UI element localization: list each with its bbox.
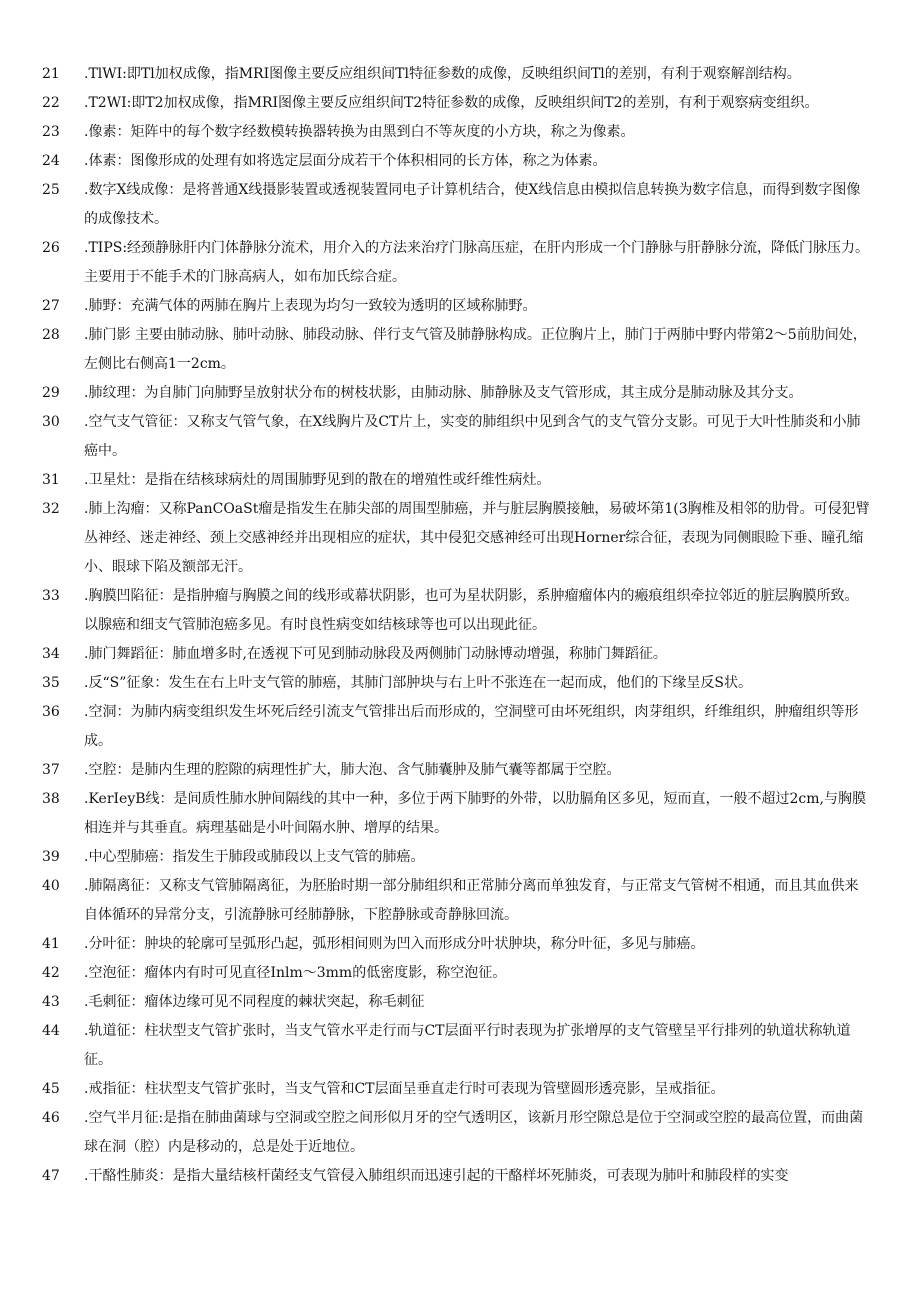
entry-text: .戒指征：柱状型支气管扩张时，当支气管和CT层面呈垂直走行时可表现为管壁圆形透亮影，呈戒指征。 [84, 1081, 725, 1097]
entry-text: .数字X线成像：是将普通X线摄影装置或透视装置同电子计算机结合，使X线信息由模拟信息转换为数字信息，而得到数字图像的成像技术。 [84, 182, 861, 227]
term-entry [42, 60, 872, 89]
entry-number: 24 [42, 153, 60, 169]
term-entry [42, 234, 872, 292]
entry-text: .肺隔离征：又称支气管肺隔离征，为胚胎时期一部分肺组织和正常肺分离而单独发育，与正常支气管树不相通，而且其血供来自体循环的异常分支，引流静脉可经肺静脉，下腔静脉或奇静脉回流。 [84, 878, 859, 923]
entry-text: .中心型肺癌：指发生于肺段或肺段以上支气管的肺癌。 [84, 849, 425, 865]
entry-text: .KerIeyB线：是间质性肺水肿间隔线的其中一种，多位于两下肺野的外带，以肋膈角区多见，短而直，一般不超过2cm,与胸膜相连并与其垂直。病理基础是小叶间隔水肿、增厚的结果。 [84, 791, 866, 836]
entry-text: .干酪性肺炎：是指大量结核杆菌经支气管侵入肺组织而迅速引起的干酪样坏死肺炎，可表现为肺叶和肺段样的实变 [84, 1168, 789, 1184]
term-entry [42, 843, 872, 872]
term-entry [42, 321, 872, 379]
term-entry [42, 930, 872, 959]
entry-text: .空气半月征:是指在肺曲菌球与空洞或空腔之间形似月牙的空气透明区，该新月形空隙总是位于空洞或空腔的最高位置，而曲菌球在洞（腔）内是移动的，总是处于近地位。 [84, 1110, 864, 1155]
entry-number: 33 [42, 588, 60, 604]
entry-number: 37 [42, 762, 60, 778]
entry-number: 31 [42, 472, 60, 488]
entry-text: .像素：矩阵中的每个数字经数模转换器转换为由黑到白不等灰度的小方块，称之为像素。 [84, 124, 635, 140]
term-entry [42, 379, 872, 408]
term-entry [42, 118, 872, 147]
entry-text: .TlWI:即Tl加权成像，指MRI图像主要反应组织间Tl特征参数的成像，反映组织间Tl的差别，有利于观察解剖结构。 [84, 66, 801, 82]
term-entry [42, 785, 872, 843]
term-entry [42, 408, 872, 466]
term-entry [42, 1017, 872, 1075]
term-entry [42, 959, 872, 988]
entry-text: .空腔：是肺内生理的腔隙的病理性扩大，肺大泡、含气肺囊肿及肺气囊等都属于空腔。 [84, 762, 621, 778]
term-entry [42, 495, 872, 582]
entry-text: .卫星灶：是指在结核球病灶的周围肺野见到的散在的增殖性或纤维性病灶。 [84, 472, 551, 488]
entry-text: .空气支气管征：又称支气管气象，在X线胸片及CT片上，实变的肺组织中见到含气的支气管分支影。可见于大叶性肺炎和小肺癌中。 [84, 414, 861, 459]
entry-text: .T2WI:即T2加权成像，指MRI图像主要反应组织间T2特征参数的成像，反映组织间T2的差别，有利于观察病变组织。 [84, 95, 819, 111]
entry-number: 23 [42, 124, 60, 140]
entry-number: 47 [42, 1168, 60, 1184]
entry-number: 44 [42, 1023, 60, 1039]
term-entry [42, 669, 872, 698]
entry-number: 25 [42, 182, 60, 198]
entry-text: .毛刺征：瘤体边缘可见不同程度的棘状突起，称毛刺征 [84, 994, 425, 1010]
entry-text: .分叶征：肿块的轮廓可呈弧形凸起，弧形相间则为凹入而形成分叶状肿块，称分叶征，多见与肺癌。 [84, 936, 705, 952]
entry-text: .肺上沟瘤：又称PanCOaSt瘤是指发生在肺尖部的周围型肺癌，并与脏层胸膜接触，易破坏第1(3胸椎及相邻的肋骨。可侵犯臂丛神经、迷走神经、颈上交感神经并出现相应的症状，其中侵犯交感神经可出现Horner综合征，表现为同侧眼睑下垂、瞳孔缩小、眼球下陷及额部无汗。 [84, 501, 870, 575]
entry-number: 41 [42, 936, 60, 952]
entry-text: .肺野：充满气体的两肺在胸片上表现为均匀一致较为透明的区域称肺野。 [84, 298, 537, 314]
term-entry [42, 176, 872, 234]
entry-number: 30 [42, 414, 60, 430]
entry-number: 36 [42, 704, 60, 720]
entry-number: 29 [42, 385, 60, 401]
document-page [0, 60, 920, 1191]
term-entry [42, 582, 872, 640]
term-entry [42, 466, 872, 495]
entry-number: 38 [42, 791, 60, 807]
entry-number: 22 [42, 95, 60, 111]
entry-text: .反“S”征象：发生在右上叶支气管的肺癌，其肺门部肿块与右上叶不张连在一起而成，他们的下缘呈反S状。 [84, 675, 752, 691]
entry-text: .胸膜凹陷征：是指肿瘤与胸膜之间的线形或幕状阴影，也可为星状阴影，系肿瘤瘤体内的瘢痕组织牵拉邻近的脏层胸膜所致。以腺癌和细支气管肺泡癌多见。有时良性病变如结核球等也可以出现此征。 [84, 588, 859, 633]
entry-number: 46 [42, 1110, 60, 1126]
entry-number: 40 [42, 878, 60, 894]
term-entry [42, 988, 872, 1017]
term-entry [42, 640, 872, 669]
entry-text: .轨道征：柱状型支气管扩张时，当支气管水平走行而与CT层面平行时表现为扩张增厚的支气管壁呈平行排列的轨道状称轨道征。 [84, 1023, 851, 1068]
term-entry [42, 1104, 872, 1162]
entry-number: 34 [42, 646, 60, 662]
entry-text: .肺纹理：为自肺门向肺野呈放射状分布的树枝状影，由肺动脉、肺静脉及支气管形成，其主成分是肺动脉及其分支。 [84, 385, 803, 401]
entry-number: 45 [42, 1081, 60, 1097]
entry-number: 42 [42, 965, 60, 981]
entry-number: 21 [42, 66, 60, 82]
entry-text: .体素：图像形成的处理有如将选定层面分成若干个体积相同的长方体，称之为体素。 [84, 153, 607, 169]
entry-number: 32 [42, 501, 60, 517]
entry-text: .空泡征：瘤体内有时可见直径Inlm～3mm的低密度影，称空泡征。 [84, 965, 507, 981]
term-entry [42, 89, 872, 118]
entry-number: 26 [42, 240, 60, 256]
entry-number: 27 [42, 298, 60, 314]
term-entry [42, 1075, 872, 1104]
entry-text: .肺门影 主要由肺动脉、肺叶动脉、肺段动脉、伴行支气管及肺静脉构成。正位胸片上，肺门于两肺中野内带第2～5前肋间处，左侧比右侧高1一2cm。 [84, 327, 867, 372]
entry-number: 28 [42, 327, 60, 343]
term-entry [42, 292, 872, 321]
entry-number: 43 [42, 994, 60, 1010]
term-entry [42, 1162, 872, 1191]
entry-text: .空洞：为肺内病变组织发生坏死后经引流支气管排出后而形成的，空洞壁可由坏死组织，肉芽组织，纤维组织，肿瘤组织等形成。 [84, 704, 859, 749]
entry-text: .TIPS:经颈静脉肝内门体静脉分流术，用介入的方法来治疗门脉高压症，在肝内形成一个门静脉与肝静脉分流，降低门脉压力。主要用于不能手术的门脉高病人，如布加氏综合症。 [84, 240, 870, 285]
entry-number: 39 [42, 849, 60, 865]
entry-text: .肺门舞蹈征：肺血增多时,在透视下可见到肺动脉段及两侧肺门动脉博动增强，称肺门舞蹈征。 [84, 646, 667, 662]
term-entry [42, 872, 872, 930]
entry-number: 35 [42, 675, 60, 691]
term-entry [42, 698, 872, 756]
term-entry [42, 147, 872, 176]
term-entry [42, 756, 872, 785]
